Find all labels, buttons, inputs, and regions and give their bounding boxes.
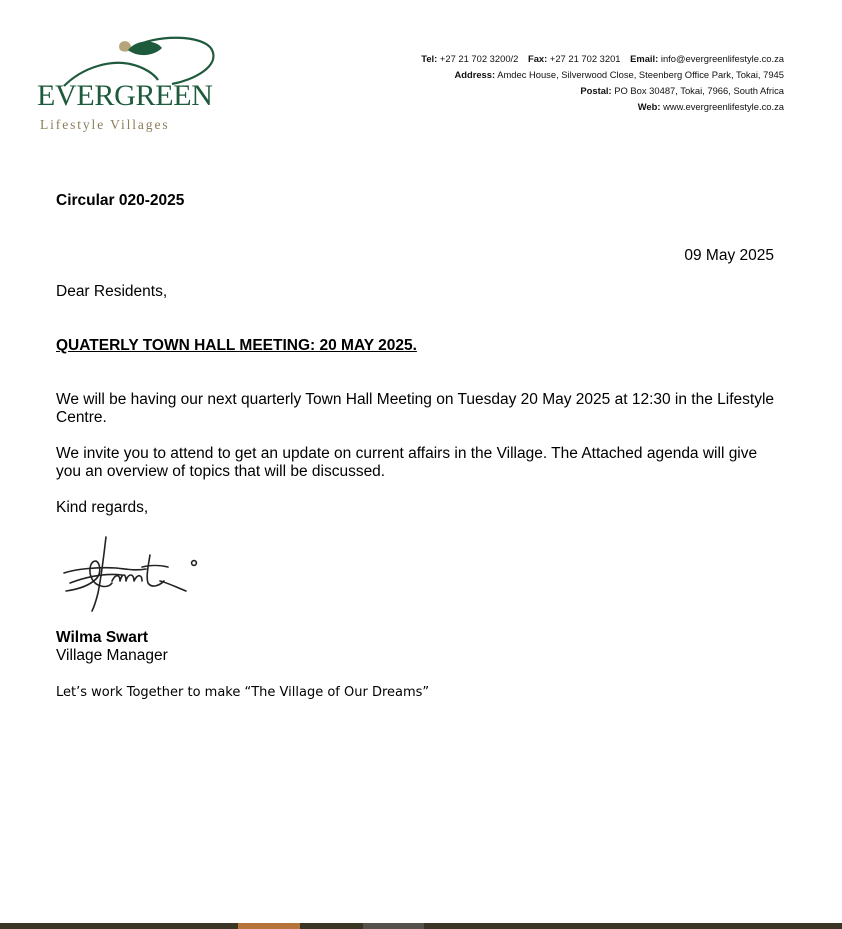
subject-heading: QUATERLY TOWN HALL MEETING: 20 MAY 2025.: [56, 337, 417, 354]
contact-line-web: [421, 99, 784, 115]
logo-wordmark: EVERGREEN: [37, 79, 213, 112]
email-label: Email:: [630, 53, 659, 64]
email-value[interactable]: info@evergreenlifestyle.co.za: [660, 53, 784, 64]
salutation: Dear Residents,: [56, 283, 168, 300]
logo-tagline: Lifestyle Villages: [40, 117, 170, 132]
postal-value: PO Box 30487, Tokai, 7966, South Africa: [614, 85, 784, 96]
web-label: Web:: [637, 101, 661, 112]
letter-date: 09 May 2025: [684, 247, 774, 264]
contact-details: [421, 51, 784, 115]
footer-bar-segment: [0, 923, 238, 929]
footer-bar-segment: [300, 923, 363, 929]
footer-bar-segment: [363, 923, 424, 929]
motto: Let’s work Together to make “The Village of Our Dreams”: [56, 685, 430, 700]
postal-label: Postal:: [580, 85, 612, 96]
contact-line-phone: [421, 51, 784, 67]
contact-line-postal: [421, 83, 784, 99]
tel-value: +27 21 702 3200/2: [439, 53, 519, 64]
footer-bar-segment: [238, 923, 300, 929]
footer-bar-segment: [424, 923, 842, 929]
handwritten-signature: [56, 533, 206, 613]
address-label: Address:: [454, 69, 496, 80]
body-paragraph-1: We will be having our next quarterly Town Hall Meeting on Tuesday 20 May 2025 at 12:30 in the Lifestyle Centre.: [56, 391, 775, 426]
footer-color-bar: [0, 923, 842, 929]
fax-label: Fax:: [527, 53, 548, 64]
signatory-name: Wilma Swart: [56, 629, 149, 646]
fax-value: +27 21 702 3201: [549, 53, 621, 64]
body-paragraph-2: We invite you to attend to get an update on current affairs in the Village. The Attached agenda will give you an overview of topics that will be discussed.: [56, 445, 758, 480]
web-value[interactable]: www.evergreenlifestyle.co.za: [663, 101, 784, 112]
tel-label: Tel:: [421, 53, 438, 64]
address-value: Amdec House, Silverwood Close, Steenberg Office Park, Tokai, 7945: [497, 69, 784, 80]
closing: Kind regards,: [56, 499, 149, 516]
evergreen-logo: [34, 36, 224, 140]
signatory-title: Village Manager: [56, 647, 168, 664]
contact-line-address: [421, 67, 784, 83]
circular-number: Circular 020-2025: [56, 192, 185, 209]
